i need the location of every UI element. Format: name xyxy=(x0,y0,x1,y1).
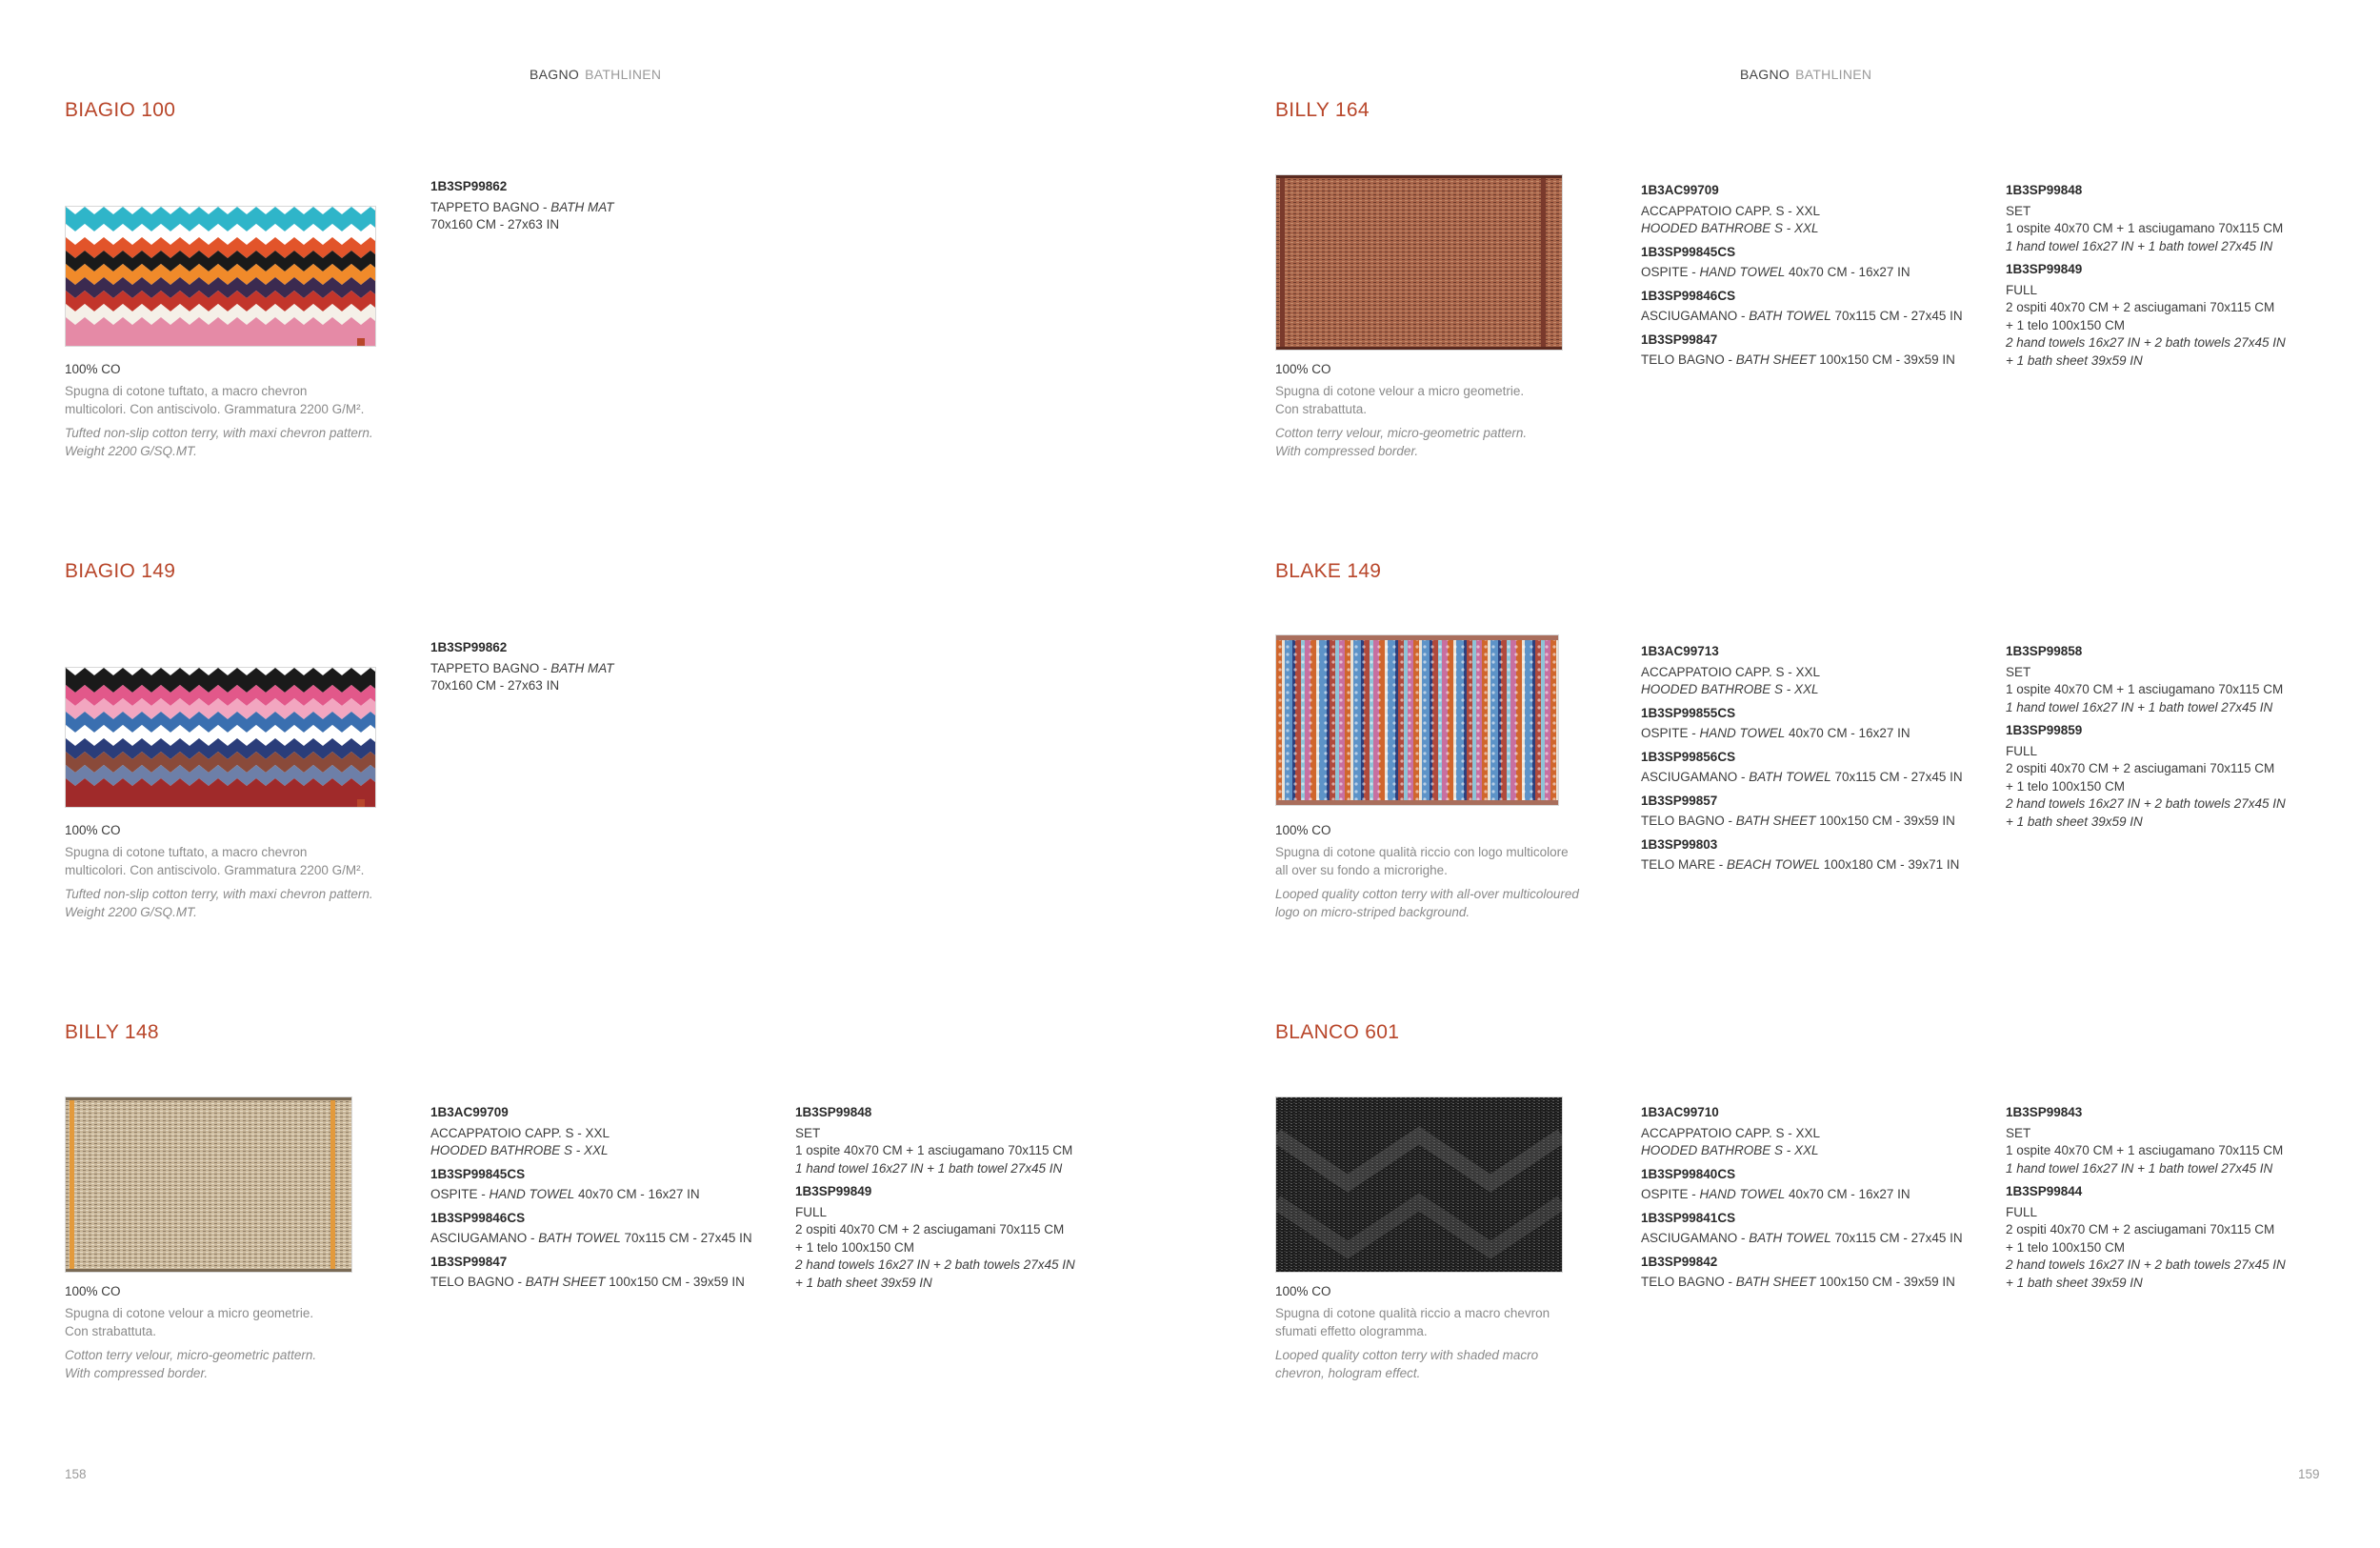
set-content: + 1 telo 100x150 CM xyxy=(2006,1239,2125,1255)
product-title: BLAKE 149 xyxy=(1275,560,1382,582)
item-label: TELO MARE - BEACH TOWEL 100x180 CM - 39x71 IN xyxy=(1641,857,1960,872)
item-label: TAPPETO BAGNO - BATH MAT xyxy=(430,199,614,214)
set-content-en: 2 hand towels 16x27 IN + 2 bath towels 27x45 IN xyxy=(2006,796,2286,811)
item-label-en: HOODED BATHROBE S - XXL xyxy=(1641,1143,1819,1157)
item-size: 70x160 CM - 27x63 IN xyxy=(430,217,560,231)
page-number-right: 159 xyxy=(2298,1467,2320,1481)
product-title: BILLY 164 xyxy=(1275,99,1370,121)
set-content-en: 1 hand towel 16x27 IN + 1 bath towel 27x45 IN xyxy=(2006,699,2273,714)
product-swatch-image xyxy=(1275,634,1559,806)
item-label: ACCAPPATOIO CAPP. S - XXL xyxy=(1641,1125,1821,1140)
set-content: 2 ospiti 40x70 CM + 2 asciugamani 70x115 CM xyxy=(2006,1222,2275,1236)
description-en: Cotton terry velour, micro-geometric pattern. With compressed border. xyxy=(65,1348,317,1380)
product-item-list xyxy=(430,1104,792,1292)
set-code: 1B3SP99849 xyxy=(2006,262,2083,276)
product-code: 1B3SP99846CS xyxy=(1641,288,1736,303)
set-content-en: + 1 bath sheet 39x59 IN xyxy=(2006,1275,2143,1290)
item-label: OSPITE - HAND TOWEL 40x70 CM - 16x27 IN xyxy=(1641,1187,1910,1201)
product-description xyxy=(1275,360,1618,460)
item-label: TAPPETO BAGNO - BATH MAT xyxy=(430,660,614,675)
product-code: 1B3SP99803 xyxy=(1641,836,1718,852)
product-swatch-image xyxy=(1275,174,1563,351)
item-label: TELO BAGNO - BATH SHEET 100x150 CM - 39x59 IN xyxy=(1641,352,1955,367)
description-it: Spugna di cotone qualità riccio con logo multicolore all over su fondo a microrighe. xyxy=(1275,845,1569,877)
item-label: ACCAPPATOIO CAPP. S - XXL xyxy=(1641,664,1821,679)
subsection-label: BATHLINEN xyxy=(585,67,662,82)
item-label-en: HOODED BATHROBE S - XXL xyxy=(430,1143,609,1157)
product-swatch-image xyxy=(1275,1096,1563,1273)
product-code: 1B3SP99855CS xyxy=(1641,705,1736,720)
set-content-en: 2 hand towels 16x27 IN + 2 bath towels 27x45 IN xyxy=(2006,1257,2286,1272)
product-description xyxy=(1275,1282,1618,1382)
product-set-list xyxy=(2006,1104,2368,1292)
product-code: 1B3AC99709 xyxy=(430,1105,509,1119)
set-label: FULL xyxy=(2006,743,2038,758)
section-label: BAGNO xyxy=(1740,67,1790,82)
composition: 100% CO xyxy=(1275,1284,1331,1298)
logo-stripe-pattern-image xyxy=(1276,635,1558,805)
product-description xyxy=(1275,821,1618,921)
subsection-label: BATHLINEN xyxy=(1795,67,1872,82)
description-en: Looped quality cotton terry with shaded macro chevron, hologram effect. xyxy=(1275,1348,1539,1380)
set-content-en: 1 hand towel 16x27 IN + 1 bath towel 27x45 IN xyxy=(2006,238,2273,253)
set-code: 1B3SP99858 xyxy=(2006,644,2083,658)
set-content: 2 ospiti 40x70 CM + 2 asciugamani 70x115 CM xyxy=(2006,761,2275,775)
product-code: 1B3SP99847 xyxy=(1641,332,1718,347)
set-code: 1B3SP99859 xyxy=(2006,723,2083,737)
product-code: 1B3AC99710 xyxy=(1641,1105,1719,1119)
product-code: 1B3AC99709 xyxy=(1641,183,1719,197)
set-content: + 1 telo 100x150 CM xyxy=(795,1239,914,1255)
item-label: ASCIUGAMANO - BATH TOWEL 70x115 CM - 27x45 IN xyxy=(1641,309,1963,323)
set-content-en: + 1 bath sheet 39x59 IN xyxy=(2006,352,2143,368)
product-code: 1B3SP99856CS xyxy=(1641,749,1736,764)
set-label: SET xyxy=(795,1125,821,1140)
product-title: BILLY 148 xyxy=(65,1021,159,1043)
product-item-list xyxy=(430,178,792,234)
item-label-en: HOODED BATHROBE S - XXL xyxy=(1641,221,1819,235)
hologram-chevron-pattern-image xyxy=(1276,1097,1562,1272)
product-description xyxy=(65,821,408,921)
description-it: Spugna di cotone qualità riccio a macro chevron sfumati effetto ologramma. xyxy=(1275,1306,1550,1338)
product-swatch-image xyxy=(65,206,376,347)
product-code: 1B3SP99845CS xyxy=(1641,244,1736,259)
item-label: ACCAPPATOIO CAPP. S - XXL xyxy=(1641,203,1821,218)
set-content: 1 ospite 40x70 CM + 1 asciugamano 70x115 CM xyxy=(2006,221,2284,235)
set-label: FULL xyxy=(2006,282,2038,297)
product-description xyxy=(65,1282,408,1382)
micro-geometric-pattern-image xyxy=(66,1097,351,1272)
product-title: BLANCO 601 xyxy=(1275,1021,1400,1043)
description-it: Spugna di cotone velour a micro geometrie. Con strabattuta. xyxy=(65,1306,314,1338)
set-content-en: 2 hand towels 16x27 IN + 2 bath towels 27x45 IN xyxy=(2006,335,2286,350)
set-content-en: 1 hand towel 16x27 IN + 1 bath towel 27x45 IN xyxy=(795,1160,1063,1176)
set-label: SET xyxy=(2006,1125,2031,1140)
description-en: Cotton terry velour, micro-geometric pattern. With compressed border. xyxy=(1275,426,1528,458)
page-number-left: 158 xyxy=(65,1467,87,1481)
product-code: 1B3SP99862 xyxy=(430,640,508,654)
product-set-list xyxy=(2006,643,2368,831)
micro-geometric-pattern-image xyxy=(1276,175,1562,350)
set-content: + 1 telo 100x150 CM xyxy=(2006,778,2125,794)
description-it: Spugna di cotone tuftato, a macro chevron multicolori. Con antiscivolo. Grammatura 2200 G/M². xyxy=(65,384,365,416)
set-label: SET xyxy=(2006,664,2031,679)
product-description xyxy=(65,360,408,460)
item-label: ASCIUGAMANO - BATH TOWEL 70x115 CM - 27x45 IN xyxy=(1641,770,1963,784)
item-label: TELO BAGNO - BATH SHEET 100x150 CM - 39x59 IN xyxy=(1641,1275,1955,1289)
item-label: OSPITE - HAND TOWEL 40x70 CM - 16x27 IN xyxy=(430,1187,700,1201)
composition: 100% CO xyxy=(1275,362,1331,376)
product-swatch-image xyxy=(65,1096,352,1273)
composition: 100% CO xyxy=(65,1284,121,1298)
set-code: 1B3SP99843 xyxy=(2006,1105,2083,1119)
description-it: Spugna di cotone tuftato, a macro chevron multicolori. Con antiscivolo. Grammatura 2200 G/M². xyxy=(65,845,365,877)
page-header-left xyxy=(530,67,661,82)
product-title: BIAGIO 149 xyxy=(65,560,176,582)
product-code: 1B3SP99841CS xyxy=(1641,1210,1736,1225)
description-en: Tufted non-slip cotton terry, with maxi chevron pattern. Weight 2200 G/SQ.MT. xyxy=(65,426,373,458)
set-code: 1B3SP99844 xyxy=(2006,1184,2083,1198)
set-label: FULL xyxy=(795,1204,828,1219)
product-code: 1B3AC99713 xyxy=(1641,644,1719,658)
set-content-en: + 1 bath sheet 39x59 IN xyxy=(795,1275,932,1290)
composition: 100% CO xyxy=(1275,823,1331,837)
product-code: 1B3SP99840CS xyxy=(1641,1166,1736,1181)
product-set-list xyxy=(2006,182,2368,370)
set-content: 2 ospiti 40x70 CM + 2 asciugamani 70x115 CM xyxy=(2006,300,2275,314)
product-item-list xyxy=(1641,1104,2003,1292)
set-content: 1 ospite 40x70 CM + 1 asciugamano 70x115 CM xyxy=(795,1143,1073,1157)
composition: 100% CO xyxy=(65,362,121,376)
description-en: Tufted non-slip cotton terry, with maxi chevron pattern. Weight 2200 G/SQ.MT. xyxy=(65,887,373,919)
set-code: 1B3SP99848 xyxy=(2006,183,2083,197)
product-title: BIAGIO 100 xyxy=(65,99,176,121)
product-swatch-image xyxy=(65,667,376,808)
set-code: 1B3SP99848 xyxy=(795,1105,872,1119)
product-code: 1B3SP99862 xyxy=(430,179,508,193)
set-content: 2 ospiti 40x70 CM + 2 asciugamani 70x115 CM xyxy=(795,1222,1065,1236)
set-label: FULL xyxy=(2006,1204,2038,1219)
product-code: 1B3SP99845CS xyxy=(430,1166,526,1181)
chevron-pattern-image xyxy=(66,207,375,346)
item-label: TELO BAGNO - BATH SHEET 100x150 CM - 39x59 IN xyxy=(1641,814,1955,828)
item-label-en: HOODED BATHROBE S - XXL xyxy=(1641,682,1819,696)
set-content: + 1 telo 100x150 CM xyxy=(2006,317,2125,332)
set-content: 1 ospite 40x70 CM + 1 asciugamano 70x115 CM xyxy=(2006,1143,2284,1157)
product-item-list xyxy=(1641,643,2003,875)
item-size: 70x160 CM - 27x63 IN xyxy=(430,678,560,693)
item-label: ASCIUGAMANO - BATH TOWEL 70x115 CM - 27x45 IN xyxy=(430,1231,752,1245)
item-label: ACCAPPATOIO CAPP. S - XXL xyxy=(430,1125,610,1140)
product-code: 1B3SP99846CS xyxy=(430,1210,526,1225)
description-it: Spugna di cotone velour a micro geometrie. Con strabattuta. xyxy=(1275,384,1525,416)
composition: 100% CO xyxy=(65,823,121,837)
set-code: 1B3SP99849 xyxy=(795,1184,872,1198)
product-code: 1B3SP99857 xyxy=(1641,793,1718,808)
chevron-pattern-image xyxy=(66,668,375,807)
description-en: Looped quality cotton terry with all-over multicoloured logo on micro-striped background. xyxy=(1275,887,1579,919)
product-item-list xyxy=(430,639,792,695)
item-label: OSPITE - HAND TOWEL 40x70 CM - 16x27 IN xyxy=(1641,726,1910,740)
product-item-list xyxy=(1641,182,2003,370)
set-content: 1 ospite 40x70 CM + 1 asciugamano 70x115 CM xyxy=(2006,682,2284,696)
item-label: TELO BAGNO - BATH SHEET 100x150 CM - 39x59 IN xyxy=(430,1275,745,1289)
item-label: ASCIUGAMANO - BATH TOWEL 70x115 CM - 27x45 IN xyxy=(1641,1231,1963,1245)
set-content-en: + 1 bath sheet 39x59 IN xyxy=(2006,814,2143,829)
set-label: SET xyxy=(2006,203,2031,218)
product-code: 1B3SP99842 xyxy=(1641,1254,1718,1269)
section-label: BAGNO xyxy=(530,67,580,82)
product-set-list xyxy=(795,1104,1157,1292)
set-content-en: 1 hand towel 16x27 IN + 1 bath towel 27x45 IN xyxy=(2006,1160,2273,1176)
page-header-right xyxy=(1740,67,1871,82)
item-label: OSPITE - HAND TOWEL 40x70 CM - 16x27 IN xyxy=(1641,265,1910,279)
set-content-en: 2 hand towels 16x27 IN + 2 bath towels 27x45 IN xyxy=(795,1257,1075,1272)
product-code: 1B3SP99847 xyxy=(430,1254,508,1269)
